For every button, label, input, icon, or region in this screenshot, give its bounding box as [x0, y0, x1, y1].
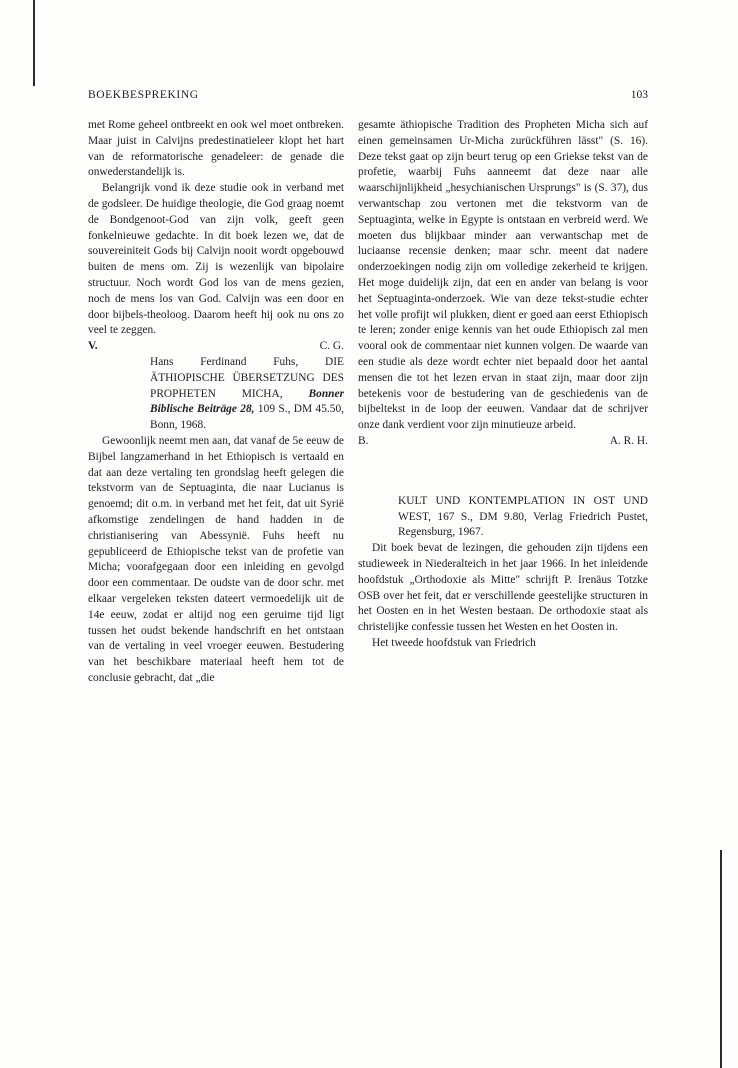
- signature-initial: V.: [88, 340, 98, 353]
- page-number: 103: [630, 89, 648, 101]
- review1-paragraph: Belangrijk vond ik deze studie ook in verband met de godsleer. De huidige theologie, die God graag noemt de Bondgenoot-God van zijn volk, geeft geen fonkelnieuwe gedachte. In dit boek lezen we, dat de souvereiniteit Gods bij Calvijn nooit wordt opgebouwd buiten de mens om. Zij is wezenlijk van bipolaire structuur. Noch wordt God los van de mens gezien, noch de mens los van God. Calvijn was een door en door bijbels-theoloog. Daarom heeft hij ook nu ons zo veel te zeggen.: [88, 182, 344, 337]
- review2-paragraph: Gewoonlijk neemt men aan, dat vanaf de 5e eeuw de Bijbel langzamerhand in het Ethiopisch is vertaald en dat aan deze vertaling ten grondslag heeft gelegen die tekstvorm van de Septuaginta, die naar Lucianus is genoemd; dit o.m. in verband met het feit, dat uit Syrië afkomstige zendelingen de hand hadden in de christianisering van Abessynië. Fuhs heeft nu gepubliceerd de Ethiopische tekst van de profetie van Micha; voorafgegaan door een inleiding en gevolgd door een commentaar. De oudste van de door schr. met elkaar vergeleken teksten dateert vermoedelijk uit de 14e eeuw, zodat er altijd nog een geruime tijd ligt tussen het oudst bekende handschrift en het ontstaan van de vertaling in veel vroeger eeuwen. Bestudering van het beschikbare materiaal heeft hem tot de conclusie gebracht, dat „die: [88, 434, 344, 684]
- right-column: [358, 118, 648, 652]
- review2-continuation: gesamte äthiopische Tradition des Propheten Micha sich auf einen gemeinsamen Ur-Micha zurückführen lässt" (S. 16). Deze tekst gaat op zijn beurt terug op een Griekse tekst van de profetie, waarbij Fuhs aanneemt dat deze naar alle waarschijnlijkheid „hesychianischen Ursprungs" is (S. 37), dus verwantschap zou vertonen met die tekstvorm van de Septuaginta, welke in Egypte is ontstaan en verbreid werd. We moeten dus blijkbaar minder aan verwantschap met de luciaanse recensie denken; maar schr. meent dat nadere onderzoekingen nodig zijn om volledige zekerheid te krijgen. Het moge duidelijk zijn, dat een en ander van belang is voor het Septuaginta-onderzoek. Wie van deze tekst-studie echter het volle profijt wil plukken, dient er goed aan eerst Ethiopisch te leren; zonder enige kennis van het oude Ethiopisch zal men vooral ook de commentaar niet kunnen volgen. De waarde van een studie als deze wordt echter niet bepaald door het aantal mensen die tot het lezen ervan in staat zijn, maar door zijn betekenis voor de bestudering van de geschiedenis van de bijbeltekst in de loop der eeuwen. Vandaar dat de schrijver onze dank verdient voor zijn minutieuze arbeid.: [358, 119, 648, 432]
- review2-series: Bonner Biblische Beiträge 28,: [150, 387, 344, 416]
- running-title: BOEKBESPREKING: [88, 89, 199, 101]
- signature-author: C. G.: [319, 340, 344, 353]
- review2-title: Hans Ferdinand Fuhs, DIE ÄTHIOPISCHE ÜBERSETZUNG DES PROPHETEN MICHA,: [150, 355, 344, 400]
- review1-continuation: met Rome geheel ontbreekt en ook wel moet ontbreken. Maar juist in Calvijns predestinatieleer klopt het hart van de reformatorische genadeleer: de genade die onwederstandelijk is.: [88, 119, 344, 179]
- signature-initial: B.: [358, 434, 369, 447]
- review3-heading: KULT UND KONTEMPLATION IN OST UND WEST, 167 S., DM 9.80, Verlag Friedrich Pustet, Regensburg, 1967.: [398, 494, 648, 539]
- review3-paragraph: Dit boek bevat de lezingen, die gehouden zijn tijdens een studieweek in Niederalteich in het jaar 1966. In het inleidende hoofdstuk „Orthodoxie als Mitte" schrijft P. Irenäus Totzke OSB over het feit, dat er verschillende geestelijke structuren in het Oosten en in het Westen bestaan. De orthodoxie staat als christelijke confessie tussen het Westen en het Oosten in.: [358, 542, 648, 634]
- review3-paragraph-2: Het tweede hoofdstuk van Friedrich: [372, 636, 536, 649]
- running-header: [88, 89, 648, 107]
- review2-signature: [358, 434, 648, 450]
- review2-heading: [88, 355, 344, 434]
- signature-author: A. R. H.: [609, 434, 648, 447]
- scan-edge-left: [33, 0, 35, 86]
- scan-edge-right: [720, 850, 722, 1068]
- review2-details: 109 S., DM 45.50, Bonn, 1968.: [150, 403, 344, 432]
- review1-signature: [88, 339, 344, 355]
- left-column: [88, 118, 344, 687]
